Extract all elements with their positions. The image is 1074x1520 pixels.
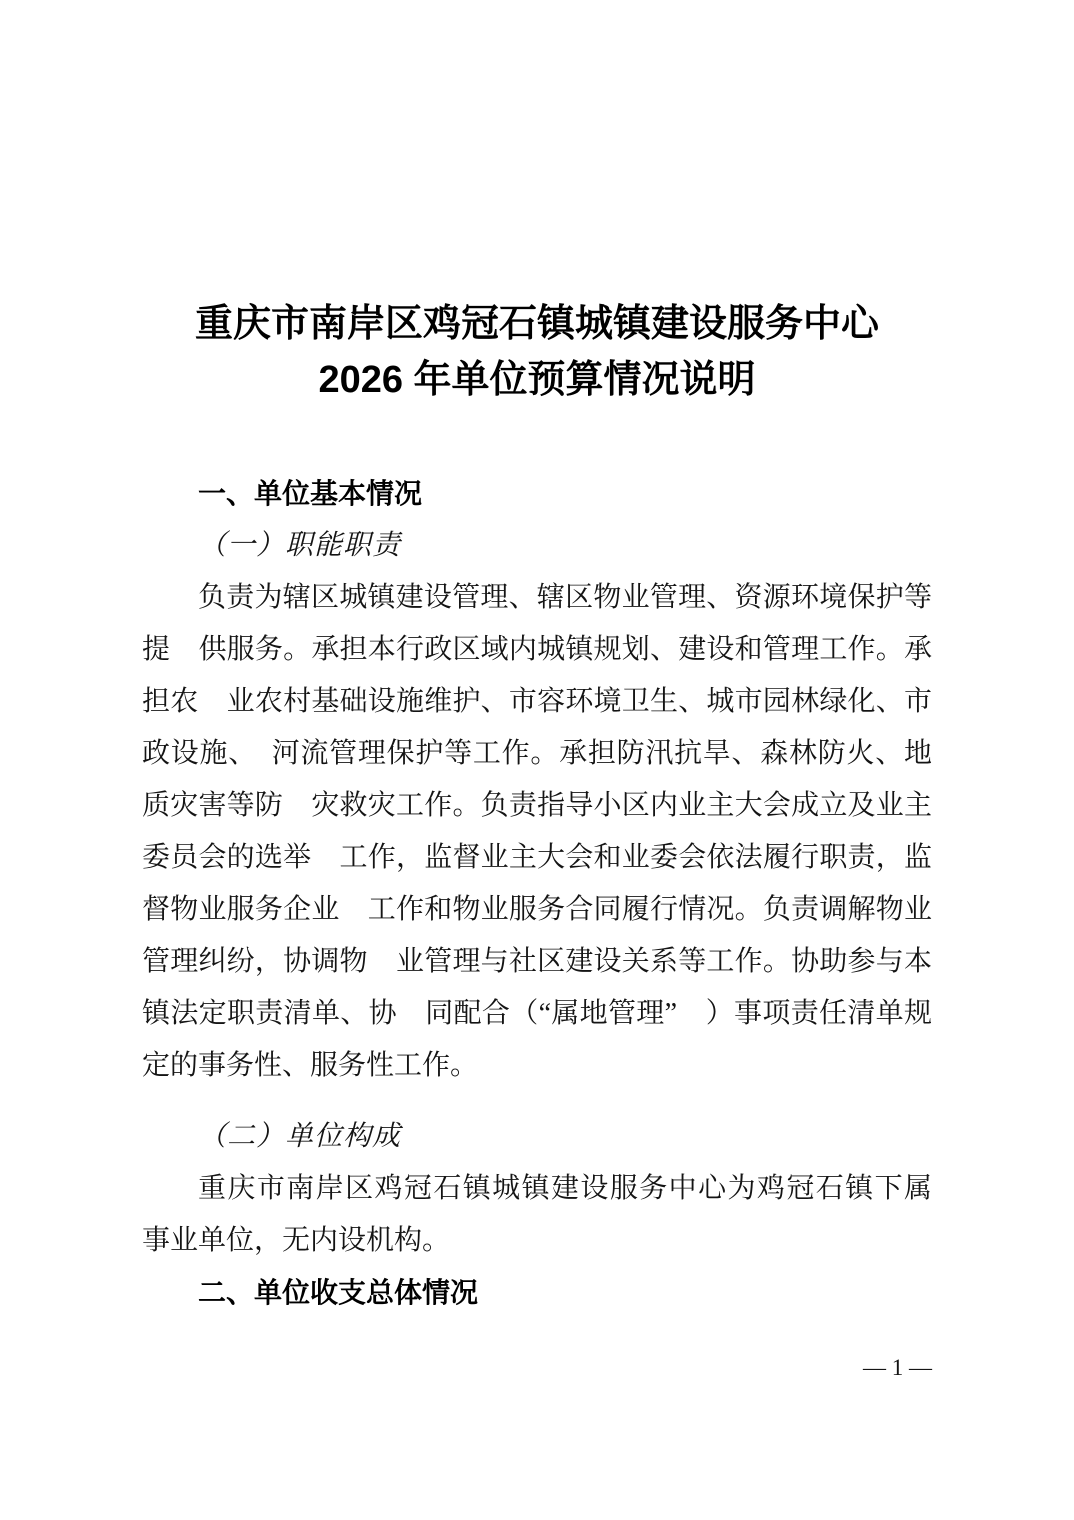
text-line: （一）职能职责 xyxy=(198,530,402,561)
text-line: 政设施、 河流管理保护等工作。承担防汛抗旱、森林防火、地 xyxy=(142,738,932,769)
title-line-2: 2026 年单位预算情况说明 xyxy=(318,359,756,401)
document-body xyxy=(142,468,932,1319)
text-line: 事业单位，无内设机构。 xyxy=(142,1225,451,1256)
text-line: 重庆市南岸区鸡冠石镇城镇建设服务中心为鸡冠石镇下属 xyxy=(198,1173,932,1204)
page-footer xyxy=(142,1353,932,1383)
text-line: 督物业服务企业 工作和物业服务合同履行情况。负责调解物业 xyxy=(142,894,932,925)
text-line: （二）单位构成 xyxy=(198,1121,402,1152)
text-line: 委员会的选举 工作，监督业主大会和业委会依法履行职责，监 xyxy=(142,842,932,873)
text-line: 质灾害等防 灾救灾工作。负责指导小区内业主大会成立及业主 xyxy=(142,790,932,821)
text-line: 定的事务性、服务性工作。 xyxy=(142,1050,479,1081)
text-line: 担农 业农村基础设施维护、市容环境卫生、城市园林绿化、市 xyxy=(142,686,932,717)
text-line: 负责为辖区城镇建设管理、辖区物业管理、资源环境保护等 xyxy=(198,582,932,613)
text-line: 一、单位基本情况 xyxy=(198,478,423,509)
title-line-1: 重庆市南岸区鸡冠石镇城镇建设服务中心 xyxy=(194,303,879,345)
page-number: — 1 — xyxy=(863,1355,932,1380)
text-line: 镇法定职责清单、协 同配合（“属地管理” ）事项责任清单规 xyxy=(142,998,932,1029)
text-line: 提 供服务。承担本行政区域内城镇规划、建设和管理工作。承 xyxy=(142,634,932,665)
text-line: 管理纠纷，协调物 业管理与社区建设关系等工作。协助参与本 xyxy=(142,946,932,977)
document-content xyxy=(142,0,932,1383)
document-title xyxy=(142,0,932,408)
text-line: 二、单位收支总体情况 xyxy=(198,1277,479,1308)
